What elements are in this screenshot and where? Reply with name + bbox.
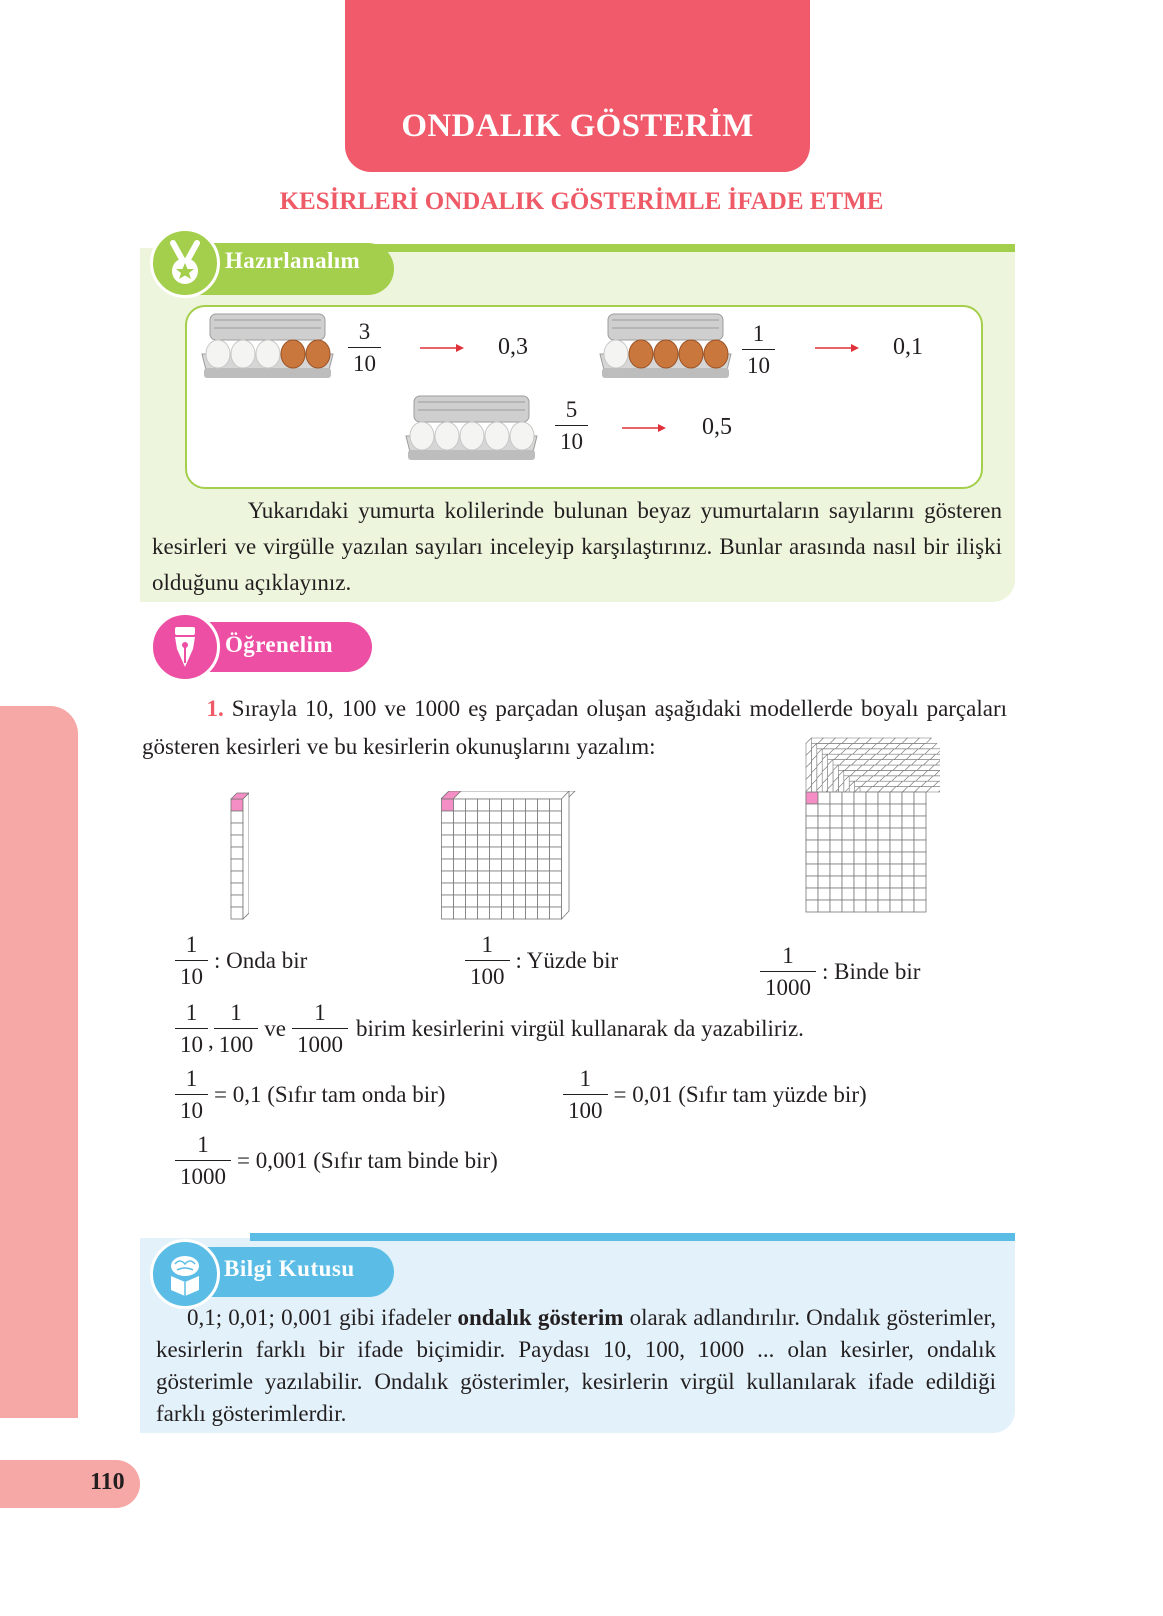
cube-front-cell [854,876,866,888]
grid-cell [514,811,526,823]
cube-front-cell [854,864,866,876]
grid-cell [490,871,502,883]
cube-front-cell [854,792,866,804]
cube-front-cell [806,864,818,876]
cube-front-cell [830,864,842,876]
grid-cell [502,895,514,907]
model-tenths-strip [229,791,249,923]
cube-front-cell [854,888,866,900]
grid-cell [538,811,550,823]
prep-decimal-2: 0,1 [893,334,923,360]
cube-front-cell [890,888,902,900]
cube-front-cell [914,828,926,840]
arrow-icon [815,342,859,354]
grid-cell [502,883,514,895]
cube-front-cell [806,888,818,900]
grid-cell [526,859,538,871]
cube-front-cell [914,792,926,804]
grid-cell [478,871,490,883]
white-egg [231,340,255,368]
cube-front-cell [854,804,866,816]
equality-tenth: $\frac{1}{10}$ = 0,1 (Sıfır tam onda bir) [175,1067,445,1122]
cube-front-cell [854,816,866,828]
grid-cell [478,823,490,835]
grid-cell [526,895,538,907]
cube-front-cell [830,900,842,912]
grid-cell [442,811,454,823]
cube-front-cell [914,804,926,816]
cube-front-cell [914,876,926,888]
grid-cell [538,799,550,811]
cube-front-cell [806,852,818,864]
grid-cell [442,847,454,859]
grid-cell [514,859,526,871]
prep-fraction-3: $\frac{5}{10}$ [555,398,588,453]
cube-front-cell [902,828,914,840]
grid-cell [526,883,538,895]
white-egg [604,340,628,368]
grid-cell [514,895,526,907]
grid-cell [466,811,478,823]
cube-front-cell [806,840,818,852]
medal-icon [150,228,220,298]
grid-cell [454,895,466,907]
grid-cell [502,871,514,883]
grid-cell [231,871,243,883]
cube-front-cell [842,804,854,816]
grid-cell [502,835,514,847]
model-side-face [562,791,570,919]
cube-front-cell [914,852,926,864]
cube-front-cell [890,840,902,852]
cube-front-cell [878,876,890,888]
grid-cell [490,895,502,907]
grid-cell [478,835,490,847]
grid-cell [454,799,466,811]
cube-front-cell [866,876,878,888]
equality-hundredth: $\frac{1}{100}$ = 0,01 (Sıfır tam yüzde bir) [563,1067,867,1122]
grid-cell [550,835,562,847]
egg-carton-3-white [200,312,335,382]
grid-cell [538,847,550,859]
cube-front-cell [878,828,890,840]
grid-cell [466,835,478,847]
grid-cell [550,907,562,919]
grid-cell [442,859,454,871]
grid-cell [454,871,466,883]
cube-front-cell [806,804,818,816]
grid-cell [502,907,514,919]
cube-front-cell [854,852,866,864]
cube-front-cell [842,828,854,840]
grid-cell [526,811,538,823]
grid-cell [490,907,502,919]
cube-front-cell [878,840,890,852]
grid-cell [514,907,526,919]
grid-cell [231,835,243,847]
cube-front-cell [830,840,842,852]
grid-cell [538,871,550,883]
prep-label: Hazırlanalım [225,248,361,273]
grid-cell [231,859,243,871]
grid-cell [526,799,538,811]
cube-front-cell [890,852,902,864]
cube-front-cell [878,900,890,912]
brown-egg [654,340,678,368]
question-text: Sırayla 10, 100 ve 1000 eş parçadan oluşan aşağıdaki modellerde boyalı parçaları gösteren kesirleri ve bu kesirlerin okunuşlarını yazalım: [142,696,1007,759]
cube-front-cell [890,816,902,828]
cube-front-cell [866,900,878,912]
cube-front-cell [878,888,890,900]
grid-cell [454,823,466,835]
grid-cell [442,871,454,883]
cube-front-cell [830,828,842,840]
shaded-cell [806,792,818,804]
grid-cell [454,835,466,847]
cube-front-cell [842,900,854,912]
grid-cell [538,859,550,871]
info-paragraph: 0,1; 0,01; 0,001 gibi ifadeler ondalık gösterim olarak adlandırılır. Ondalık gösterimler, kesirlerin farklı bir ifade biçimidir. Paydası 10, 100, 1000 ... olan kesirler, ondalık gösterimle yazılabilir. Ondalık gösterimler, kesirlerin virgül kullanılarak ifade edildiği farklı gösterimlerdir. [156,1305,997,1426]
cube-front-cell [818,876,830,888]
grid-cell [466,883,478,895]
reading-tenth: $\frac{1}{10}$ : Onda bir [175,933,307,988]
white-egg [485,422,509,450]
brown-egg [629,340,653,368]
grid-cell [442,835,454,847]
grid-cell [502,799,514,811]
grid-cell [514,799,526,811]
arrow-icon [622,422,666,434]
grid-cell [538,835,550,847]
brown-egg [679,340,703,368]
grid-cell [514,847,526,859]
cube-front-cell [902,876,914,888]
grid-cell [526,823,538,835]
prep-paragraph: Yukarıdaki yumurta kolilerinde bulunan beyaz yumurtaların sayılarını gösteren kesirleri ve virgülle yazılan sayıları inceleyip karşılaştırınız. Bunlar arasında nasıl bir ilişki olduğunu açıklayınız. [152,498,1002,595]
cube-front-cell [842,792,854,804]
prep-fraction-2: $\frac{1}{10}$ [742,322,775,377]
grid-cell [550,847,562,859]
eggs [206,340,330,368]
grid-cell [490,859,502,871]
grid-cell [550,883,562,895]
grid-cell [490,847,502,859]
cube-front-cell [818,828,830,840]
cube-front-cell [914,840,926,852]
cube-front-cell [842,876,854,888]
cube-front-cell [818,900,830,912]
shaded-cell [231,799,243,811]
cube-front-cell [806,828,818,840]
grid-cell [454,847,466,859]
grid-cell [514,823,526,835]
cube-front-cell [854,840,866,852]
grid-cell [231,847,243,859]
grid-cell [231,823,243,835]
grid-cell [538,823,550,835]
grid-cell [538,883,550,895]
egg-carton-5-white [404,394,539,464]
arrow-icon [420,342,464,354]
cube-front-cell [842,852,854,864]
cube-front-cell [866,828,878,840]
white-egg [206,340,230,368]
grid-cell [550,859,562,871]
brown-egg [281,340,305,368]
cube-front-cell [890,804,902,816]
grid-cell [466,871,478,883]
cube-front-cell [830,804,842,816]
question-number: 1. [206,696,224,721]
grid-cell [454,883,466,895]
grid-cell [466,799,478,811]
grid-cell [490,811,502,823]
cube-front-cell [830,792,842,804]
cube-front-cell [878,816,890,828]
grid-cell [502,823,514,835]
learn-label: Öğrenelim [225,632,333,657]
cube-front-cell [842,840,854,852]
grid-cell [478,859,490,871]
grid-cell [478,883,490,895]
side-margin-strip [0,706,78,1418]
grid-cell [466,895,478,907]
cube-front-cell [890,864,902,876]
cube-front-cell [914,888,926,900]
cube-front-cell [902,864,914,876]
cube-front-cell [866,840,878,852]
model-side-face [243,793,249,919]
grid-cell [454,907,466,919]
grid-cell [466,823,478,835]
grid-cell [231,895,243,907]
grid-cell [231,811,243,823]
white-egg [460,422,484,450]
cube-front-cell [830,852,842,864]
cube-front-cell [818,816,830,828]
cube-front-cell [890,792,902,804]
cube-front-cell [866,888,878,900]
grid-cell [466,847,478,859]
grid-cell [478,799,490,811]
cube-front-cell [902,888,914,900]
egg-carton-1-white [598,312,733,382]
model-thousandths-cube [748,732,940,924]
grid-cell [502,811,514,823]
cube-front-cell [866,816,878,828]
grid-cell [526,871,538,883]
cube-front-cell [854,900,866,912]
grid-cell [490,799,502,811]
grid-cell [550,871,562,883]
cube-front-cell [854,828,866,840]
prep-decimal-1: 0,3 [498,334,528,360]
cube-front-cell [866,792,878,804]
cube-front-cell [914,900,926,912]
grid-cell [550,799,562,811]
grid-cell [526,907,538,919]
brain-box-icon [150,1239,220,1309]
section-subtitle: KESİRLERİ ONDALIK GÖSTERİMLE İFADE ETME [279,188,884,215]
grid-cell [550,811,562,823]
grid-cell [514,883,526,895]
cube-front-cell [818,888,830,900]
grid-cell [514,835,526,847]
cube-front-cell [830,876,842,888]
cube-front-cell [818,864,830,876]
page-number: 110 [90,1469,125,1495]
cube-front-cell [818,792,830,804]
cube-front-cell [902,840,914,852]
unit-fractions-line: $\frac{1}{10}$ , $\frac{1}{100}$ ve $\frac{1}{1000}$ birim kesirlerini virgül kullanarak da yazabiliriz. [175,1001,804,1056]
cube-front-cell [830,888,842,900]
white-egg [510,422,534,450]
cube-front-cell [902,804,914,816]
cube-front-cell [866,804,878,816]
cube-front-cell [842,864,854,876]
grid-cell [550,823,562,835]
grid-cell [490,823,502,835]
cube-front-cell [878,804,890,816]
grid-cell [550,895,562,907]
grid-cell [231,883,243,895]
grid-cell [478,907,490,919]
cube-front-cell [902,900,914,912]
cube-front-cell [830,816,842,828]
grid-cell [502,859,514,871]
grid-cell [490,835,502,847]
cube-front-cell [878,792,890,804]
cube-front-cell [818,804,830,816]
white-egg [435,422,459,450]
grid-cell [478,847,490,859]
grid-cell [514,871,526,883]
cube-front-cell [878,852,890,864]
white-egg [410,422,434,450]
grid-cell [526,847,538,859]
grid-cell [466,859,478,871]
model-hundredths-grid [441,791,577,923]
cube-front-cell [866,852,878,864]
grid-cell [231,907,243,919]
grid-cell [442,823,454,835]
cube-front-cell [902,792,914,804]
cube-front-cell [806,876,818,888]
grid-cell [526,835,538,847]
header-tab [345,0,810,172]
pen-nib-icon [150,612,220,682]
brown-egg [306,340,330,368]
cube-front-cell [842,816,854,828]
cube-front-cell [806,900,818,912]
white-egg [256,340,280,368]
grid-cell [478,811,490,823]
cube-front-cell [902,852,914,864]
reading-thousandth: $\frac{1}{1000}$ : Binde bir [760,944,920,999]
cube-front-cell [818,852,830,864]
grid-cell [502,847,514,859]
grid-cell [478,895,490,907]
shaded-cell [442,799,454,811]
cube-front-cell [902,816,914,828]
cube-front-cell [866,864,878,876]
prep-decimal-3: 0,5 [702,414,732,440]
grid-cell [538,895,550,907]
cube-front-cell [878,864,890,876]
prep-fraction-1: $\frac{3}{10}$ [348,320,381,375]
cube-front-cell [890,900,902,912]
grid-cell [442,883,454,895]
reading-hundredth: $\frac{1}{100}$ : Yüzde bir [465,933,618,988]
grid-cell [442,907,454,919]
cube-front-cell [914,816,926,828]
cube-front-cell [890,828,902,840]
cube-front-cell [890,876,902,888]
info-divider [250,1233,1015,1241]
grid-cell [538,907,550,919]
cube-front-cell [818,840,830,852]
model-top-face [441,791,575,799]
info-label: Bilgi Kutusu [224,1256,355,1281]
grid-cell [454,859,466,871]
grid-cell [454,811,466,823]
grid-cell [442,895,454,907]
cube-front-cell [914,864,926,876]
grid-cell [466,907,478,919]
page-title: ONDALIK GÖSTERİM [401,108,754,144]
cube-front-cell [806,816,818,828]
equality-thousandth: $\frac{1}{1000}$ = 0,001 (Sıfır tam binde bir) [175,1133,498,1188]
brown-egg [704,340,728,368]
grid-cell [490,883,502,895]
cube-front-cell [842,888,854,900]
